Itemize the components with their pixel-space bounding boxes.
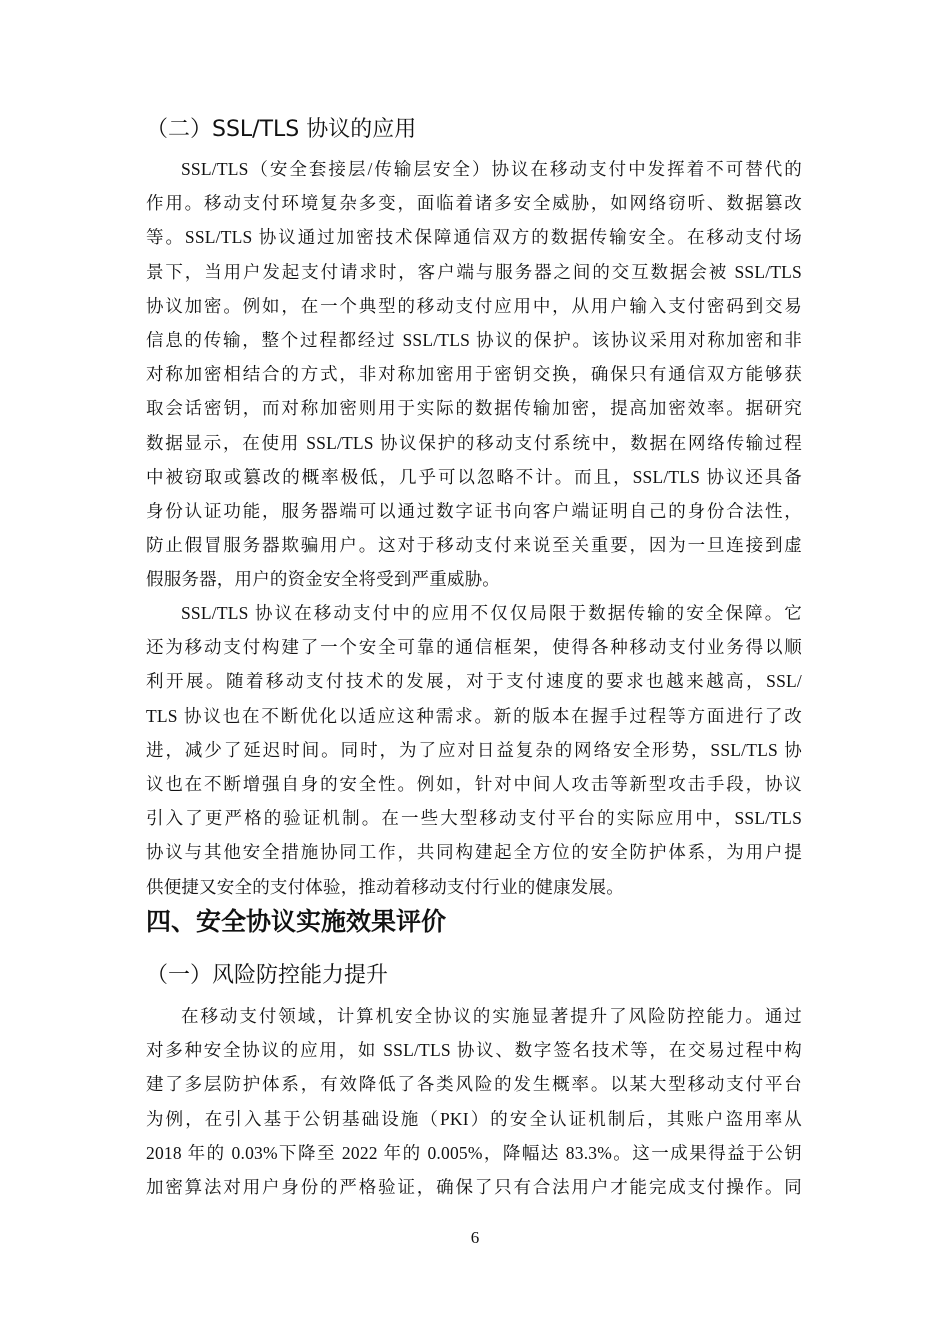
paragraph-line: 作用。移动支付环境复杂多变，面临着诸多安全威胁，如网络窃听、数据篡改	[146, 193, 802, 214]
paragraph-line: 防止假冒服务器欺骗用户。这对于移动支付来说至关重要，因为一旦连接到虚	[146, 535, 802, 556]
paragraph-line: 假服务器，用户的资金安全将受到严重威胁。	[146, 569, 500, 590]
paragraph-line: 信息的传输，整个过程都经过 SSL/TLS 协议的保护。该协议采用对称加密和非	[146, 329, 802, 350]
paragraph-line: 建了多层防护体系，有效降低了各类风险的发生概率。以某大型移动支付平台	[146, 1074, 802, 1095]
paragraph-line: 取会话密钥，而对称加密则用于实际的数据传输加密，提高加密效率。据研究	[146, 398, 802, 419]
paragraph-line: 2018 年的 0.03%下降至 2022 年的 0.005%，降幅达 83.3%。这一成果得益于公钥	[146, 1142, 802, 1163]
paragraph-risk-control	[146, 999, 802, 1204]
paragraph-line: 数据显示，在使用 SSL/TLS 协议保护的移动支付系统中，数据在网络传输过程	[146, 432, 802, 453]
page-number: 6	[470, 1228, 480, 1247]
chapter-heading-evaluation: 四、安全协议实施效果评价	[146, 907, 447, 936]
section-heading-risk-control: （一）风险防控能力提升	[146, 963, 389, 988]
paragraph-line: TLS 协议也在不断优化以适应这种需求。新的版本在握手过程等方面进行了改	[146, 705, 802, 726]
paragraph-line: 议也在不断增强自身的安全性。例如，针对中间人攻击等新型攻击手段，协议	[146, 773, 802, 794]
paragraph-line: 对称加密相结合的方式，非对称加密用于密钥交换，确保只有通信双方能够获	[146, 364, 802, 385]
section-heading-ssl-tls-application: （二）SSL/TLS 协议的应用	[146, 117, 417, 142]
paragraph-line: 身份认证功能，服务器端可以通过数字证书向客户端证明自己的身份合法性，	[146, 500, 802, 521]
paragraph-line: 供便捷又安全的支付体验，推动着移动支付行业的健康发展。	[146, 876, 624, 897]
paragraph-line: 为例，在引入基于公钥基础设施（PKI）的安全认证机制后，其账户盗用率从	[146, 1108, 802, 1129]
paragraph-line: 对多种安全协议的应用，如 SSL/TLS 协议、数字签名技术等，在交易过程中构	[146, 1040, 802, 1061]
paragraph-line: 在移动支付领域，计算机安全协议的实施显著提升了风险防控能力。通过	[181, 1006, 802, 1026]
paragraph-line: SSL/TLS（安全套接层/传输层安全）协议在移动支付中发挥着不可替代的	[181, 159, 802, 179]
paragraph-line: 景下，当用户发起支付请求时，客户端与服务器之间的交互数据会被 SSL/TLS	[146, 261, 802, 282]
paragraph-line: 加密算法对用户身份的严格验证，确保了只有合法用户才能完成支付操作。同	[146, 1176, 802, 1197]
paragraph-line: SSL/TLS 协议在移动支付中的应用不仅仅局限于数据传输的安全保障。它	[181, 603, 802, 623]
paragraph-line: 利开展。随着移动支付技术的发展，对于支付速度的要求也越来越高，SSL/	[146, 671, 802, 692]
paragraph-line: 还为移动支付构建了一个安全可靠的通信框架，使得各种移动支付业务得以顺	[146, 637, 802, 658]
paragraph-line: 协议加密。例如，在一个典型的移动支付应用中，从用户输入支付密码到交易	[146, 295, 802, 316]
paragraph-ssl-tls-role	[146, 152, 802, 596]
paragraph-line: 协议与其他安全措施协同工作，共同构建起全方位的安全防护体系，为用户提	[146, 842, 802, 863]
paragraph-line: 引入了更严格的验证机制。在一些大型移动支付平台的实际应用中，SSL/TLS	[146, 808, 802, 829]
paragraph-ssl-tls-framework	[146, 596, 802, 904]
paragraph-line: 进，减少了延迟时间。同时，为了应对日益复杂的网络安全形势，SSL/TLS 协	[146, 739, 802, 760]
paragraph-line: 等。SSL/TLS 协议通过加密技术保障通信双方的数据传输安全。在移动支付场	[146, 227, 802, 248]
paragraph-line: 中被窃取或篡改的概率极低，几乎可以忽略不计。而且，SSL/TLS 协议还具备	[146, 466, 802, 487]
